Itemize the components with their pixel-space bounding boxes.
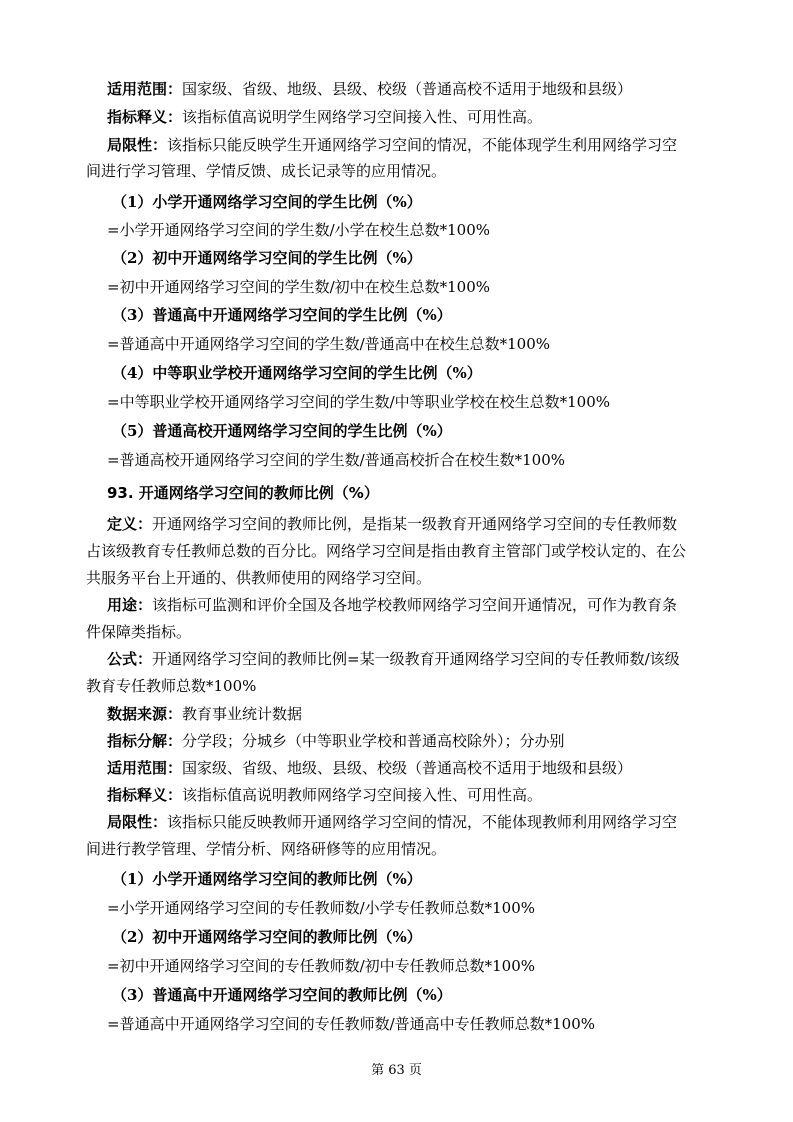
scope-label-teachers: 适用范围： — [107, 759, 183, 777]
formula-label: 公式： — [107, 650, 153, 668]
page-number: 第 63 页 — [371, 1063, 422, 1078]
definition-label: 定义： — [107, 515, 153, 533]
teacher-item-2-formula: =初中开通网络学习空间的专任教师数/初中专任教师总数*100% — [107, 957, 536, 975]
student-item-5-title: （5）普通高校开通网络学习空间的学生比例（%） — [112, 422, 452, 440]
student-item-1-formula: =小学开通网络学习空间的学生数/小学在校生总数*100% — [107, 221, 491, 239]
breakdown-line — [107, 731, 565, 751]
student-item-4-formula: =中等职业学校开通网络学习空间的学生数/中等职业学校在校生总数*100% — [107, 393, 611, 411]
teacher-item-3-formula: =普通高中开通网络学习空间的专任教师数/普通高中专任教师总数*100% — [107, 1015, 596, 1033]
usage-text-1: 该指标可监测和评价全国及各地学校教师网络学习空间开通情况，可作为教育条 — [152, 596, 678, 614]
interpretation-line-students — [107, 107, 542, 127]
breakdown-text: 分学段；分城乡（中等职业学校和普通高校除外）；分办别 — [182, 732, 565, 750]
interpretation-label-teachers: 指标释义： — [107, 786, 183, 804]
student-item-2-formula: =初中开通网络学习空间的学生数/初中在校生总数*100% — [107, 278, 491, 296]
data-source-text: 教育事业统计数据 — [182, 705, 303, 723]
limitation-label: 局限性： — [107, 136, 168, 154]
limitation-text: 该指标只能反映学生开通网络学习空间的情况，不能体现学生利用网络学习空 — [167, 136, 678, 154]
limitation-line-teachers — [107, 812, 677, 832]
scope-line-students — [107, 79, 632, 99]
data-source-line — [107, 704, 302, 724]
teacher-item-1-formula: =小学开通网络学习空间的专任教师数/小学专任教师总数*100% — [107, 899, 536, 917]
scope-text: 国家级、省级、地级、县级、校级（普通高校不适用于地级和县级） — [182, 80, 633, 98]
scope-line-teachers — [107, 758, 632, 778]
definition-text-3: 共服务平台上开通的、供教师使用的网络学习空间。 — [86, 569, 432, 587]
definition-line-1 — [107, 514, 677, 534]
breakdown-label: 指标分解： — [107, 732, 183, 750]
scope-label: 适用范围： — [107, 80, 183, 98]
formula-text-2: 教育专任教师总数*100% — [86, 677, 257, 695]
limitation-text-cont: 间进行学习管理、学情反馈、成长记录等的应用情况。 — [86, 162, 447, 180]
student-item-3-formula: =普通高中开通网络学习空间的学生数/普通高中在校生总数*100% — [107, 335, 551, 353]
interpretation-text-teachers: 该指标值高说明教师网络学习空间接入性、可用性高。 — [182, 786, 543, 804]
usage-text-2: 件保障类指标。 — [86, 623, 192, 641]
scope-text-teachers: 国家级、省级、地级、县级、校级（普通高校不适用于地级和县级） — [182, 759, 633, 777]
interpretation-label: 指标释义： — [107, 108, 183, 126]
usage-line-1 — [107, 595, 677, 615]
formula-line-1 — [107, 649, 680, 669]
student-item-2-title: （2）初中开通网络学习空间的学生比例（%） — [112, 249, 422, 267]
limitation-text-teachers-2: 间进行教学管理、学情分析、网络研修等的应用情况。 — [86, 840, 447, 858]
section-heading: 93. 开通网络学习空间的教师比例（%） — [107, 484, 379, 502]
definition-text-2: 占该级教育专任教师总数的百分比。网络学习空间是指由教育主管部门或学校认定的、在公 — [86, 542, 687, 560]
teacher-item-2-title: （2）初中开通网络学习空间的教师比例（%） — [112, 928, 422, 946]
limitation-text-teachers-1: 该指标只能反映教师开通网络学习空间的情况，不能体现教师利用网络学习空 — [167, 813, 678, 831]
teacher-item-1-title: （1）小学开通网络学习空间的教师比例（%） — [112, 870, 422, 888]
limitation-line-students-cont — [86, 161, 446, 181]
definition-text-1: 开通网络学习空间的教师比例，是指某一级教育开通网络学习空间的专任教师数 — [152, 515, 678, 533]
teacher-item-3-title: （3）普通高中开通网络学习空间的教师比例（%） — [112, 986, 452, 1004]
student-item-4-title: （4）中等职业学校开通网络学习空间的学生比例（%） — [112, 364, 482, 382]
formula-text-1: 开通网络学习空间的教师比例=某一级教育开通网络学习空间的专任教师数/该级 — [152, 650, 680, 668]
interpretation-line-teachers — [107, 785, 542, 805]
student-item-5-formula: =普通高校开通网络学习空间的学生数/普通高校折合在校生数*100% — [107, 451, 566, 469]
interpretation-text: 该指标值高说明学生网络学习空间接入性、可用性高。 — [182, 108, 543, 126]
limitation-label-teachers: 局限性： — [107, 813, 168, 831]
limitation-line-students — [107, 135, 677, 155]
student-item-1-title: （1）小学开通网络学习空间的学生比例（%） — [112, 193, 422, 211]
student-item-3-title: （3）普通高中开通网络学习空间的学生比例（%） — [112, 306, 452, 324]
usage-label: 用途： — [107, 596, 153, 614]
data-source-label: 数据来源： — [107, 705, 183, 723]
